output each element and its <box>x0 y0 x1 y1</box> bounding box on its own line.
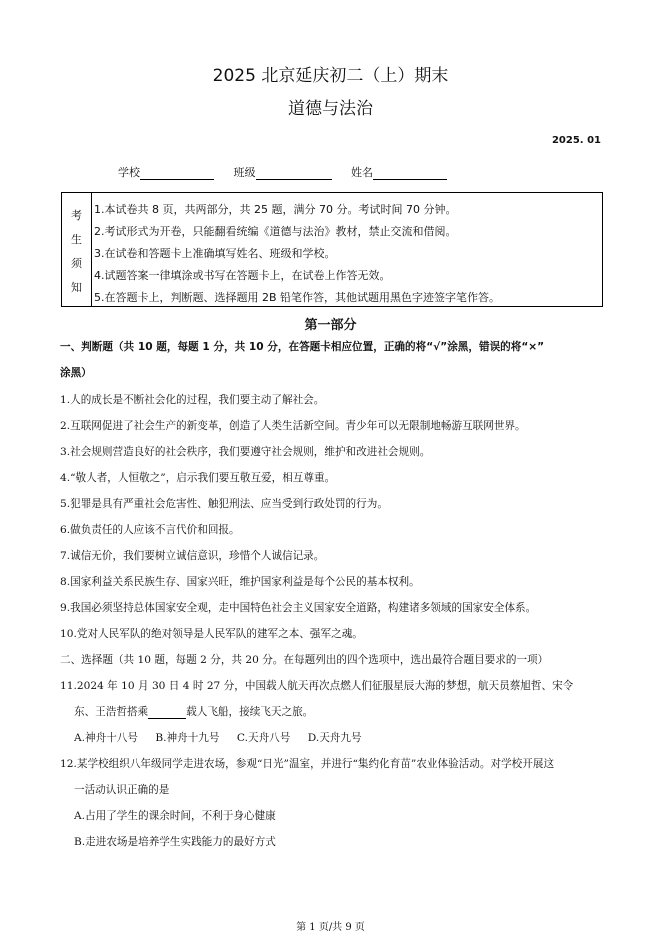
part1-heading: 一、判断题（共 10 题，每题 1 分，共 10 分，在答题卡相应位置，正确的将“√”涂黑，错误的将“×” <box>60 341 545 353</box>
option-d: D.天舟九号 <box>307 732 362 744</box>
notice-side-char: 须 <box>71 257 82 270</box>
class-blank <box>256 167 332 180</box>
option-a: A.神舟十八号 <box>74 732 138 744</box>
question-11: 11.2024 年 10 月 30 日 4 时 27 分，中国载人航天再次点燃人们征服星辰大海的梦想，航天员蔡旭哲、宋令 <box>60 680 574 692</box>
school-label: 学校 <box>118 166 140 179</box>
judgment-item: 4.“敬人者，人恒敬之”，启示我们要互敬互爱，相互尊重。 <box>60 472 336 484</box>
student-info-fields <box>118 164 447 180</box>
section-title: 第一部分 <box>304 318 357 333</box>
option-b: B.走进农场是培养学生实践能力的最好方式 <box>74 836 276 848</box>
judgment-item: 3.社会规则营造良好的社会秩序，我们要遵守社会规则，维护和改进社会规则。 <box>60 446 431 458</box>
option-c: C.天舟八号 <box>236 732 291 744</box>
question-11-options <box>74 730 362 745</box>
judgment-item: 10.党对人民军队的绝对领导是人民军队的建军之本、强军之魂。 <box>60 628 363 640</box>
notice-side-char: 生 <box>71 233 82 246</box>
document-subtitle: 道德与法治 <box>288 99 373 119</box>
judgment-item: 2.互联网促进了社会生产的新变革，创造了人类生活新空间。青少年可以无限制地畅游互联网世界。 <box>60 420 526 432</box>
exam-notice-box <box>61 192 603 307</box>
notice-side-label <box>62 193 92 306</box>
question-12: 12.某学校组织八年级同学走进农场，参观“日光”温室，并进行“集约化育苗”农业体验活动。对学校开展这 <box>60 758 555 770</box>
name-label: 姓名 <box>351 166 373 179</box>
notice-side-char: 考 <box>71 209 82 222</box>
question-11-cont: 东、王浩哲搭乘 载人飞船，接续飞天之旅。 <box>74 706 314 718</box>
question-12-cont: 一活动认识正确的是 <box>74 784 170 796</box>
judgment-item: 5.犯罪是具有严重社会危害性、触犯刑法、应当受到行政处罚的行为。 <box>60 498 388 510</box>
school-blank <box>140 167 214 180</box>
option-a: A.占用了学生的课余时间，不利于身心健康 <box>74 810 276 822</box>
option-b: B.神舟十九号 <box>155 732 220 744</box>
page-footer: 第 1 页/共 9 页 <box>296 922 365 933</box>
notice-item: 3.在试卷和答题卡上准确填写姓名、班级和学校。 <box>94 247 336 260</box>
name-blank <box>373 167 447 180</box>
notice-item: 4.试题答案一律填涂或书写在答题卡上，在试卷上作答无效。 <box>94 269 391 282</box>
judgment-item: 8.国家利益关系民族生存、国家兴旺，维护国家利益是每个公民的基本权利。 <box>60 576 420 588</box>
notice-item: 5.在答题卡上，判断题、选择题用 2B 铅笔作答，其他试题用黑色字迹签字笔作答。 <box>94 291 501 304</box>
part2-heading: 二、选择题（共 10 题，每题 2 分，共 20 分。在每题列出的四个选项中，选出最符合题目要求的一项） <box>60 654 549 666</box>
answer-blank <box>148 708 186 719</box>
judgment-item: 9.我国必须坚持总体国家安全观，走中国特色社会主义国家安全道路，构建诸多领域的国家安全体系。 <box>60 602 537 614</box>
class-label: 班级 <box>233 166 256 179</box>
document-title: 2025 北京延庆初二（上）期末 <box>212 66 449 86</box>
notice-item: 2.考试形式为开卷，只能翻看统编《道德与法治》教材，禁止交流和借阅。 <box>94 225 457 238</box>
judgment-item: 1.人的成长是不断社会化的过程，我们要主动了解社会。 <box>60 394 325 406</box>
exam-date: 2025. 01 <box>551 135 601 146</box>
notice-item: 1.本试卷共 8 页，共两部分，共 25 题，满分 70 分。考试时间 70 分钟。 <box>94 203 457 216</box>
judgment-item: 7.诚信无价，我们要树立诚信意识，珍惜个人诚信记录。 <box>60 550 325 562</box>
part1-heading-cont: 涂黑） <box>60 367 92 379</box>
judgment-item: 6.做负责任的人应该不言代价和回报。 <box>60 524 240 536</box>
notice-side-char: 知 <box>71 281 82 294</box>
